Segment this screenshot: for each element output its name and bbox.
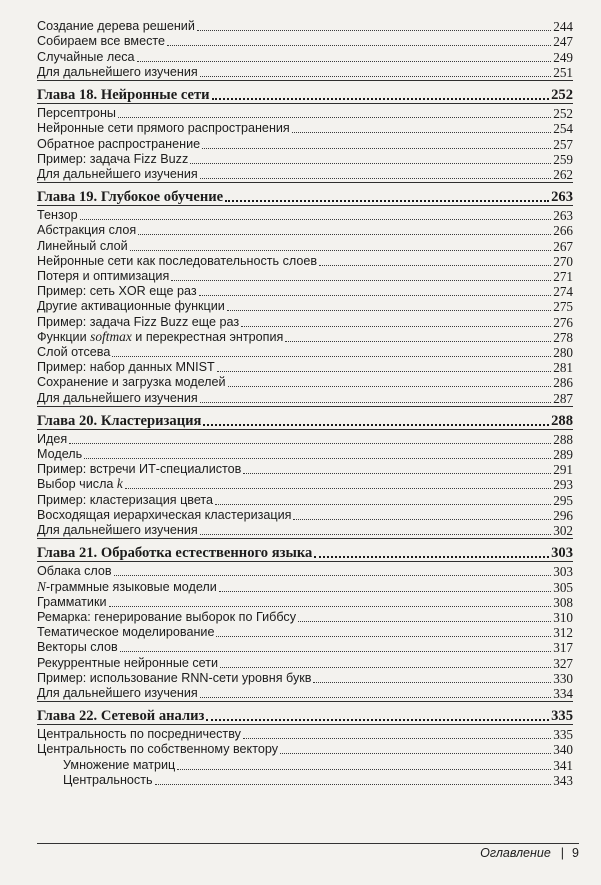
toc-entry <box>37 314 573 329</box>
toc-entry <box>37 375 573 390</box>
toc-title: Для дальнейшего изучения <box>37 166 198 181</box>
toc-page-number: 267 <box>553 238 573 254</box>
toc-title: Потеря и оптимизация <box>37 269 170 283</box>
dot-leader <box>212 98 550 100</box>
toc-page-number: 341 <box>553 757 573 773</box>
toc-title-part: Функции <box>37 329 91 344</box>
toc-page-number: 259 <box>553 151 573 167</box>
dot-leader <box>280 753 551 754</box>
toc-entry <box>37 432 573 447</box>
toc-entry <box>37 152 573 167</box>
toc-entry <box>37 254 573 269</box>
toc-entry <box>37 640 573 655</box>
toc-title: Пример: набор данных MNIST <box>37 360 215 375</box>
dot-leader <box>200 76 552 77</box>
toc-entry <box>37 655 573 670</box>
page-footer <box>480 846 579 860</box>
toc-page-number: 305 <box>553 579 573 595</box>
toc-title <box>37 579 217 595</box>
toc-title: Облака слов <box>37 564 112 579</box>
dot-leader <box>155 784 552 785</box>
dot-leader <box>215 504 551 505</box>
dot-leader <box>80 219 552 220</box>
toc-title: Грамматики <box>37 594 107 609</box>
dot-leader <box>313 682 551 683</box>
footer-section-title: Оглавление <box>480 846 551 860</box>
dot-leader <box>319 265 551 266</box>
toc-entry <box>37 65 573 81</box>
toc-title: Идея <box>37 431 68 446</box>
toc-entry <box>37 284 573 299</box>
toc-title: Пример: задача Fizz Buzz еще раз <box>37 314 240 329</box>
toc-entry <box>37 269 573 284</box>
dot-leader <box>202 148 551 149</box>
toc-entry <box>37 462 573 477</box>
toc-entry <box>37 208 573 223</box>
toc-entry <box>37 238 573 253</box>
toc-title: Тензор <box>37 208 78 223</box>
toc-title <box>37 329 283 345</box>
toc-title: Персептроны <box>37 106 116 121</box>
toc-page-number: 263 <box>553 208 573 224</box>
toc-title-italic: softmax <box>90 328 132 344</box>
dot-leader <box>109 606 552 607</box>
toc-title: Для дальнейшего изучения <box>37 390 198 405</box>
toc-title-italic: N <box>37 578 46 594</box>
dot-leader <box>285 341 551 342</box>
toc-title: Слой отсева <box>37 344 111 359</box>
toc-entry <box>37 492 573 507</box>
table-of-contents <box>37 19 573 788</box>
toc-chapter-heading <box>37 190 573 206</box>
toc-title: Нейронные сети как последовательность слоев <box>37 253 318 268</box>
toc-title-part: и перекрестная энтропия <box>131 329 284 344</box>
toc-title: Глава 20. Кластеризация <box>37 412 202 429</box>
toc-page-number: 286 <box>553 375 573 391</box>
toc-page-number: 289 <box>553 447 573 463</box>
dot-leader <box>293 519 551 520</box>
toc-title-italic: k <box>116 476 123 492</box>
toc-entry <box>37 390 573 406</box>
dot-leader <box>120 651 551 652</box>
dot-leader <box>199 295 552 296</box>
dot-leader <box>190 163 551 164</box>
toc-title: Глава 21. Обработка естественного языка <box>37 545 313 562</box>
toc-entry <box>37 671 573 686</box>
toc-page-number: 244 <box>553 19 573 35</box>
dot-leader <box>216 636 551 637</box>
toc-title: Пример: встречи ИТ-специалистов <box>37 462 242 477</box>
toc-subentry <box>37 773 573 788</box>
toc-page-number: 327 <box>553 655 573 671</box>
toc-page-number: 288 <box>553 431 573 447</box>
toc-page-number: 335 <box>553 727 573 743</box>
dot-leader <box>69 443 551 444</box>
toc-chapter-heading <box>37 709 573 725</box>
toc-page-number: 251 <box>553 64 573 80</box>
toc-entry <box>37 330 573 345</box>
toc-title: Для дальнейшего изучения <box>37 64 198 79</box>
dot-leader <box>112 356 551 357</box>
toc-page-number: 303 <box>551 545 573 562</box>
toc-page-number: 303 <box>553 564 573 580</box>
toc-page-number: 335 <box>551 708 573 725</box>
toc-title: Глава 22. Сетевой анализ <box>37 708 205 725</box>
toc-page-number: 266 <box>553 223 573 239</box>
toc-title: Пример: использование RNN-сети уровня букв <box>37 670 312 685</box>
dot-leader <box>197 30 551 31</box>
dot-leader <box>243 473 551 474</box>
toc-page-number: 270 <box>553 253 573 269</box>
toc-page-number: 247 <box>553 34 573 50</box>
toc-entry <box>37 19 573 34</box>
dot-leader <box>200 402 552 403</box>
toc-subentry <box>37 757 573 772</box>
toc-title: Пример: кластеризация цвета <box>37 492 214 507</box>
toc-entry <box>37 106 573 121</box>
toc-title: Обратное распространение <box>37 136 201 151</box>
toc-title: Ремарка: генерирование выборок по Гиббсу <box>37 609 297 624</box>
toc-page-number: 310 <box>553 609 573 625</box>
toc-entry <box>37 579 573 594</box>
toc-entry <box>37 49 573 64</box>
toc-entry <box>37 508 573 523</box>
dot-leader <box>125 488 551 489</box>
toc-entry <box>37 136 573 151</box>
toc-page-number: 252 <box>553 106 573 122</box>
toc-page-number: 295 <box>553 492 573 508</box>
toc-page-number: 254 <box>553 121 573 137</box>
toc-entry <box>37 299 573 314</box>
dot-leader <box>243 738 551 739</box>
toc-entry <box>37 167 573 183</box>
toc-page-number: 287 <box>553 390 573 406</box>
toc-title: Случайные леса <box>37 49 135 64</box>
dot-leader <box>200 534 552 535</box>
toc-title: Линейный слой <box>37 238 128 253</box>
dot-leader <box>84 458 551 459</box>
toc-page-number: 288 <box>551 412 573 429</box>
toc-chapter-heading <box>37 88 573 104</box>
toc-entry <box>37 223 573 238</box>
toc-title: Рекуррентные нейронные сети <box>37 655 219 670</box>
toc-title: Пример: задача Fizz Buzz <box>37 151 189 166</box>
dot-leader <box>171 280 551 281</box>
toc-page-number: 271 <box>553 269 573 284</box>
toc-page-number: 308 <box>553 594 573 610</box>
toc-chapter-heading <box>37 414 573 430</box>
toc-title <box>37 476 123 492</box>
toc-page-number: 252 <box>551 86 573 103</box>
toc-page-number: 330 <box>553 670 573 686</box>
toc-title: Пример: сеть XOR еще раз <box>37 284 197 299</box>
dot-leader <box>228 386 552 387</box>
toc-title: Восходящая иерархическая кластеризация <box>37 507 292 522</box>
dot-leader <box>227 310 551 311</box>
dot-leader <box>130 250 552 251</box>
dot-leader <box>217 371 551 372</box>
toc-entry <box>37 564 573 579</box>
toc-title: Сохранение и загрузка моделей <box>37 375 226 390</box>
toc-title: Умножение матриц <box>63 757 176 772</box>
toc-page-number: 278 <box>553 329 573 345</box>
dot-leader <box>220 667 551 668</box>
toc-entry <box>37 360 573 375</box>
dot-leader <box>200 178 552 179</box>
dot-leader <box>314 556 549 558</box>
dot-leader <box>225 200 549 202</box>
toc-title: Другие активационные функции <box>37 299 225 314</box>
toc-page-number: 257 <box>553 136 573 152</box>
dot-leader <box>203 424 549 426</box>
toc-entry <box>37 34 573 49</box>
toc-title: Центральность <box>63 772 153 787</box>
toc-entry <box>37 477 573 492</box>
toc-page-number: 302 <box>553 523 573 538</box>
toc-entry <box>37 447 573 462</box>
toc-page-number: 280 <box>553 344 573 360</box>
toc-title: Глава 19. Глубокое обучение <box>37 189 224 206</box>
toc-page-number: 340 <box>553 742 573 758</box>
toc-title: Модель <box>37 447 83 462</box>
toc-title-part: -граммные языковые модели <box>45 579 217 594</box>
toc-page-number: 293 <box>553 477 573 493</box>
toc-chapter-heading <box>37 546 573 562</box>
toc-title: Центральность по собственному вектору <box>37 742 279 757</box>
dot-leader <box>177 769 551 770</box>
toc-title: Для дальнейшего изучения <box>37 523 198 537</box>
dot-leader <box>200 697 552 698</box>
dot-leader <box>206 719 549 721</box>
toc-entry <box>37 625 573 640</box>
toc-title: Центральность по посредничеству <box>37 727 241 742</box>
dot-leader <box>118 117 551 118</box>
toc-page-number: 296 <box>553 507 573 523</box>
dot-leader <box>219 591 551 592</box>
toc-title: Собираем все вместе <box>37 34 166 49</box>
toc-title: Для дальнейшего изучения <box>37 685 198 700</box>
toc-page-number: 317 <box>553 640 573 656</box>
footer-page-number: 9 <box>572 846 579 860</box>
toc-title: Глава 18. Нейронные сети <box>37 86 210 103</box>
toc-entry <box>37 345 573 360</box>
toc-entry <box>37 523 573 539</box>
toc-page-number: 262 <box>553 166 573 182</box>
toc-title: Создание дерева решений <box>37 19 195 34</box>
toc-page-number: 343 <box>553 772 573 788</box>
toc-page-number: 276 <box>553 314 573 330</box>
toc-page-number: 274 <box>553 284 573 300</box>
dot-leader <box>241 326 551 327</box>
toc-entry <box>37 686 573 702</box>
toc-page-number: 275 <box>553 299 573 315</box>
toc-entry <box>37 727 573 742</box>
toc-title-part: Выбор числа <box>37 477 117 492</box>
toc-title: Векторы слов <box>37 640 118 655</box>
toc-entry <box>37 595 573 610</box>
toc-page-number: 249 <box>553 49 573 65</box>
toc-page-number: 312 <box>553 625 573 641</box>
toc-page-number: 263 <box>551 189 573 206</box>
toc-entry <box>37 742 573 757</box>
toc-page-number: 281 <box>553 360 573 376</box>
dot-leader <box>137 61 552 62</box>
toc-entry <box>37 610 573 625</box>
footer-rule <box>37 843 579 844</box>
toc-entry <box>37 121 573 136</box>
dot-leader <box>138 234 551 235</box>
dot-leader <box>167 45 551 46</box>
toc-title: Тематическое моделирование <box>37 625 215 640</box>
toc-page-number: 291 <box>553 462 573 478</box>
footer-separator: | <box>560 846 565 860</box>
dot-leader <box>114 575 552 576</box>
toc-page-number: 334 <box>553 685 573 701</box>
toc-title: Нейронные сети прямого распространения <box>37 121 290 136</box>
dot-leader <box>292 132 551 133</box>
dot-leader <box>298 621 551 622</box>
toc-title: Абстракция слоя <box>37 223 137 238</box>
